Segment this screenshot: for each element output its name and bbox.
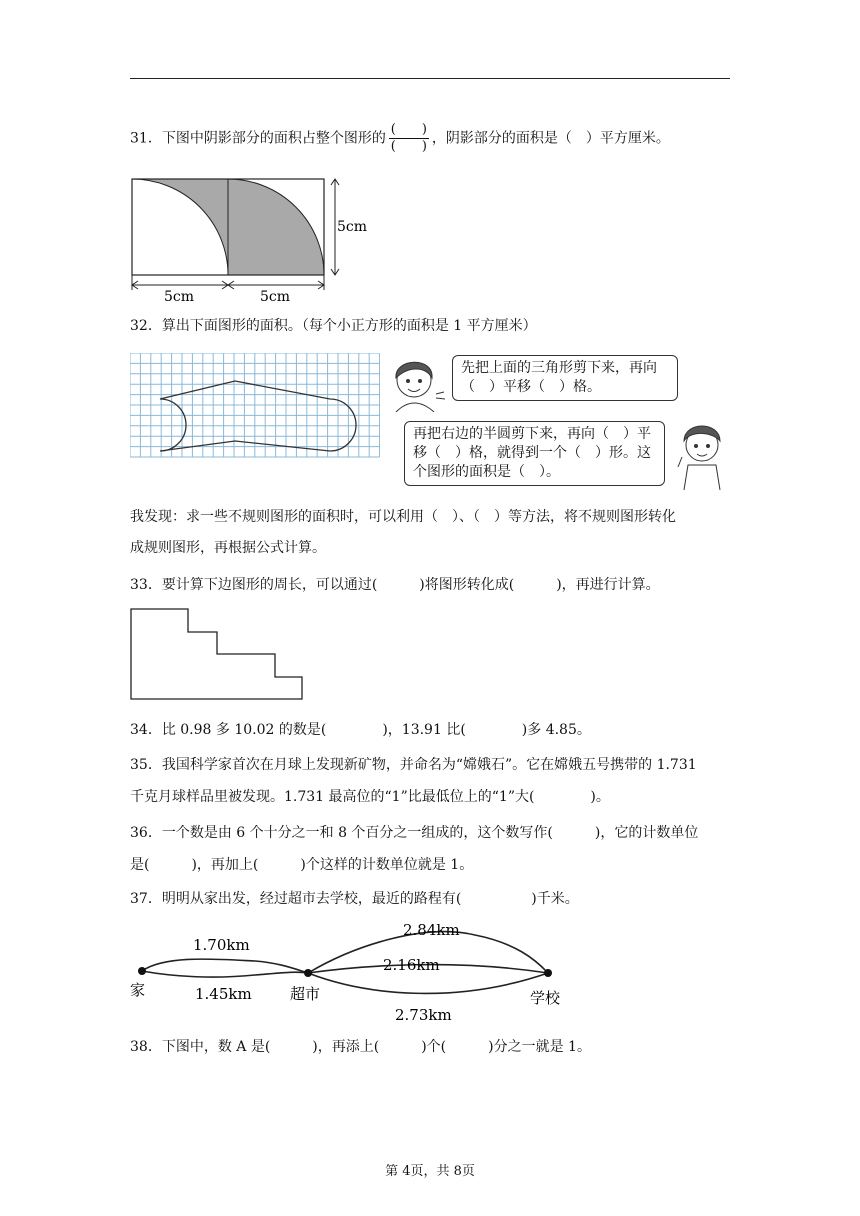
q37-text: 37．明明从家出发，经过超市去学校，最近的路程有( )千米。 (130, 891, 579, 907)
label-home-top: 1.70km (193, 936, 250, 954)
boy-speech-bubble: 再把右边的半圆剪下来，再向（ ）平移（ ）格，就得到一个（ ）形。这个图形的面积是（ ）。 (404, 421, 665, 486)
q31-shade-left (132, 179, 228, 275)
label-route-bottom: 2.73km (395, 1006, 452, 1024)
q35-line1: 35．我国科学家首次在月球上发现新矿物，并命名为“嫦娥石”。它在嫦娥五号携带的 1.731 (130, 757, 697, 773)
q32-text: 32．算出下面图形的面积。（每个小正方形的面积是 1 平方厘米） (130, 318, 537, 334)
route-home-top (142, 959, 308, 973)
route-home-bottom (142, 971, 308, 977)
q33-text: 33．要计算下边图形的周长，可以通过( )将图形转化成( )，再进行计算。 (130, 577, 660, 593)
q31-shade-right (228, 179, 324, 275)
q36-line2: 是( )，再加上( )个这样的计数单位就是 1。 (130, 857, 474, 873)
q31-text-a: 31．下图中阴影部分的面积占整个图形的 (130, 130, 386, 147)
q36-line1: 36．一个数是由 6 个十分之一和 8 个百分之一组成的，这个数写作( )，它的计数单位 (130, 825, 699, 841)
q31-right-width-label: 5cm (260, 289, 291, 305)
q32-shape-outline (160, 381, 356, 451)
header-rule (130, 78, 730, 79)
boy-icon (670, 415, 732, 490)
route-bottom (308, 973, 548, 993)
question-31 (130, 122, 670, 155)
q38-text: 38．下图中，数 A 是( )，再添上( )个( )分之一就是 1。 (130, 1039, 591, 1055)
market-label: 超市 (290, 985, 321, 1003)
q31-left-width-label: 5cm (164, 289, 195, 305)
school-label: 学校 (530, 989, 561, 1007)
label-route-top: 2.84km (403, 921, 460, 939)
girl-icon (388, 350, 448, 412)
q31-height-label: 5cm (337, 219, 368, 235)
q35-line2: 千克月球样品里被发现。1.731 最高位的“1”比最低位上的“1”大( )。 (130, 789, 610, 805)
school-point (544, 969, 552, 977)
home-point (138, 967, 146, 975)
q37-route-map (125, 915, 575, 1027)
market-point (304, 969, 312, 977)
girl-speech-bubble: 先把上面的三角形剪下来，再向（ ）平移（ ）格。 (452, 355, 678, 401)
page-footer: 第 4页，共 8页 (385, 1164, 475, 1179)
q32-finding-line1: 我发现：求一些不规则图形的面积时，可以利用（ ）、（ ）等方法，将不规则图形转化 (130, 509, 676, 525)
q31-fraction: $\frac{( )}{( )}$ (390, 122, 427, 154)
q34-text: 34．比 0.98 多 10.02 的数是( )，13.91 比( )多 4.85。 (130, 722, 591, 738)
label-route-mid: 2.16km (383, 956, 440, 974)
label-home-bottom: 1.45km (195, 985, 252, 1003)
q31-figure (125, 170, 385, 305)
q32-grid-figure (130, 353, 380, 458)
q31-text-b: ，阴影部分的面积是（ ）平方厘米。 (431, 130, 670, 147)
home-label: 家 (130, 981, 146, 999)
q32-finding-line2: 成规则图形，再根据公式计算。 (130, 540, 326, 556)
q33-staircase-figure (130, 605, 306, 703)
